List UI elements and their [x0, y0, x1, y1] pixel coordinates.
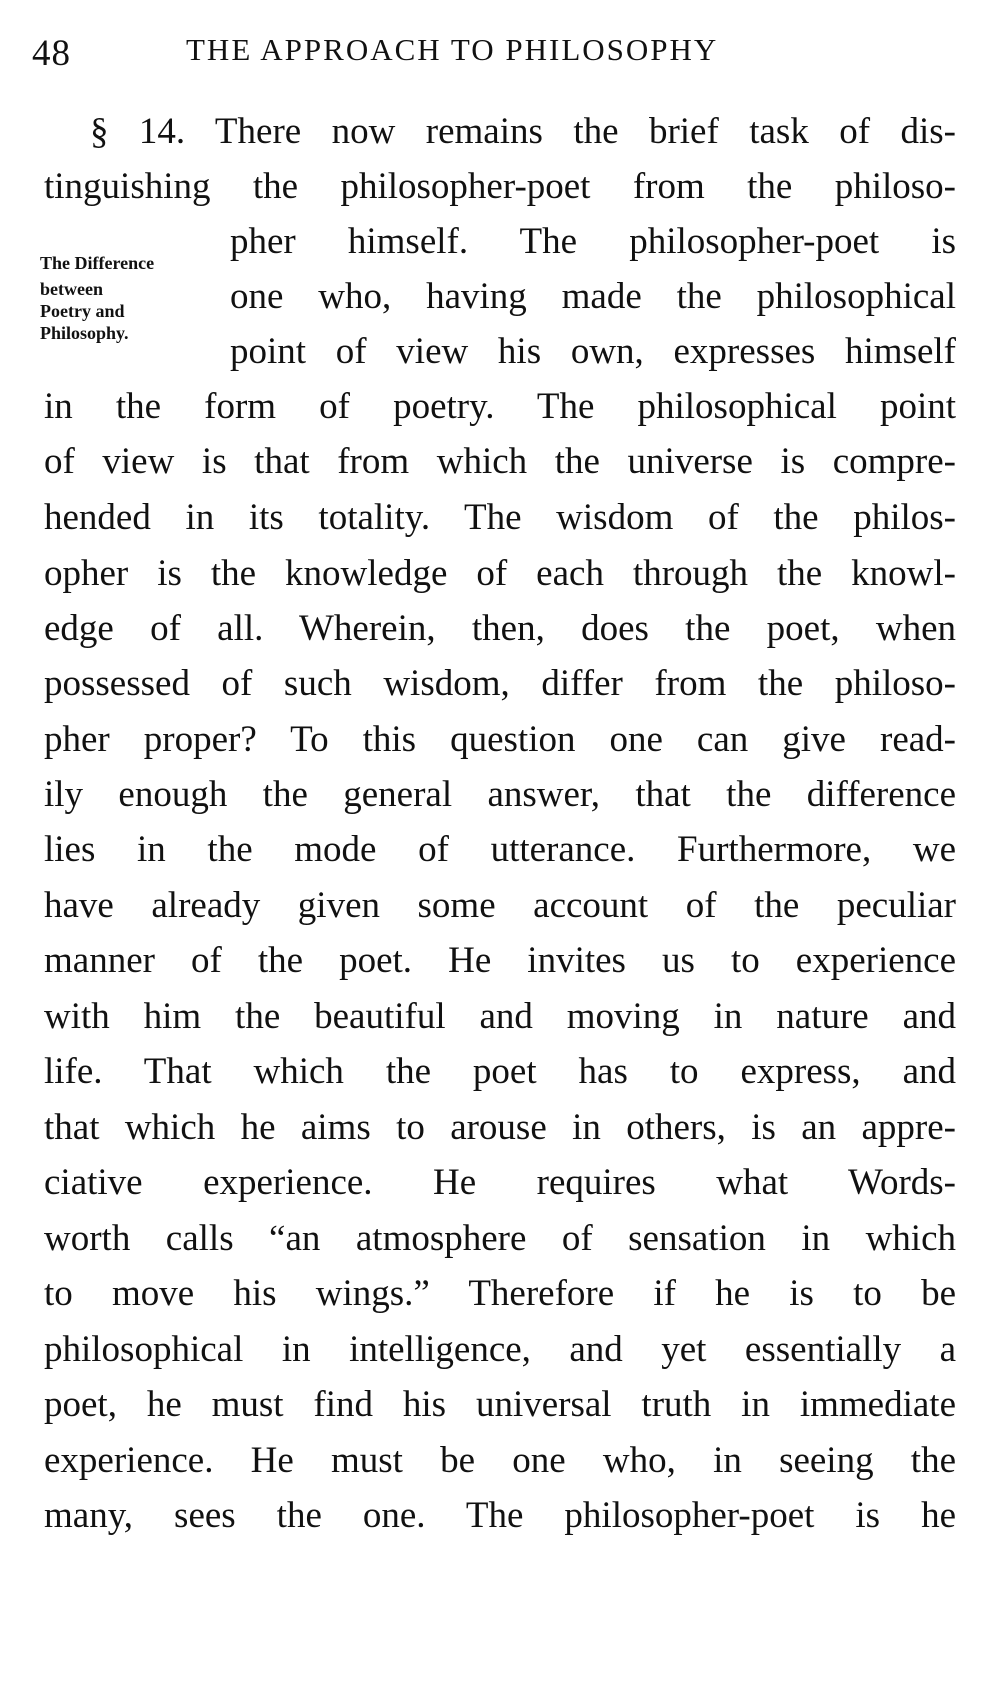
- margin-note-line: Poetry and: [40, 301, 125, 321]
- body-line: that which he aims to arouse in others, is an appre-: [44, 1107, 956, 1148]
- body-line: worth calls “an atmosphere of sensation in which: [44, 1218, 956, 1259]
- body-line: ciative experience. He requires what Words-: [44, 1162, 956, 1203]
- body-line: poet, he must find his universal truth in immediate: [44, 1384, 956, 1425]
- body-line: possessed of such wisdom, differ from the philoso-: [44, 663, 956, 704]
- body-line: hended in its totality. The wisdom of the philos-: [44, 497, 956, 538]
- body-line: § 14. There now remains the brief task of dis-: [90, 111, 956, 152]
- body-line: of view is that from which the universe is compre-: [44, 441, 956, 482]
- body-line: lies in the mode of utterance. Furthermore, we: [44, 829, 956, 870]
- margin-note-line: Philosophy.: [40, 323, 129, 343]
- body-line: point of view his own, expresses himself: [230, 331, 956, 372]
- body-line: in the form of poetry. The philosophical point: [44, 386, 956, 427]
- body-line: opher is the knowledge of each through the knowl-: [44, 553, 956, 594]
- body-line: experience. He must be one who, in seeing the: [44, 1440, 956, 1481]
- body-line: tinguishing the philosopher-poet from the philoso-: [44, 166, 956, 207]
- body-line: ily enough the general answer, that the difference: [44, 774, 956, 815]
- body-line: pher proper? To this question one can give read-: [44, 719, 956, 760]
- margin-note-line: The Difference: [40, 253, 155, 273]
- page-number: 48: [32, 33, 71, 74]
- body-line: have already given some account of the peculiar: [44, 885, 956, 926]
- body-line: with him the beautiful and moving in nature and: [44, 996, 956, 1037]
- body-line: to move his wings.” Therefore if he is to be: [44, 1273, 956, 1314]
- body-line: manner of the poet. He invites us to experience: [44, 940, 956, 981]
- body-line: philosophical in intelligence, and yet essentially a: [44, 1329, 956, 1370]
- body-line: one who, having made the philosophical: [230, 276, 956, 317]
- running-title: THE APPROACH TO PHILOSOPHY: [186, 32, 719, 67]
- body-line: edge of all. Wherein, then, does the poet, when: [44, 608, 956, 649]
- margin-note-line: between: [40, 279, 103, 299]
- body-line: pher himself. The philosopher-poet is: [230, 221, 956, 262]
- body-line: many, sees the one. The philosopher-poet is he: [44, 1495, 956, 1536]
- body-line: life. That which the poet has to express, and: [44, 1051, 956, 1092]
- margin-note: [40, 252, 154, 344]
